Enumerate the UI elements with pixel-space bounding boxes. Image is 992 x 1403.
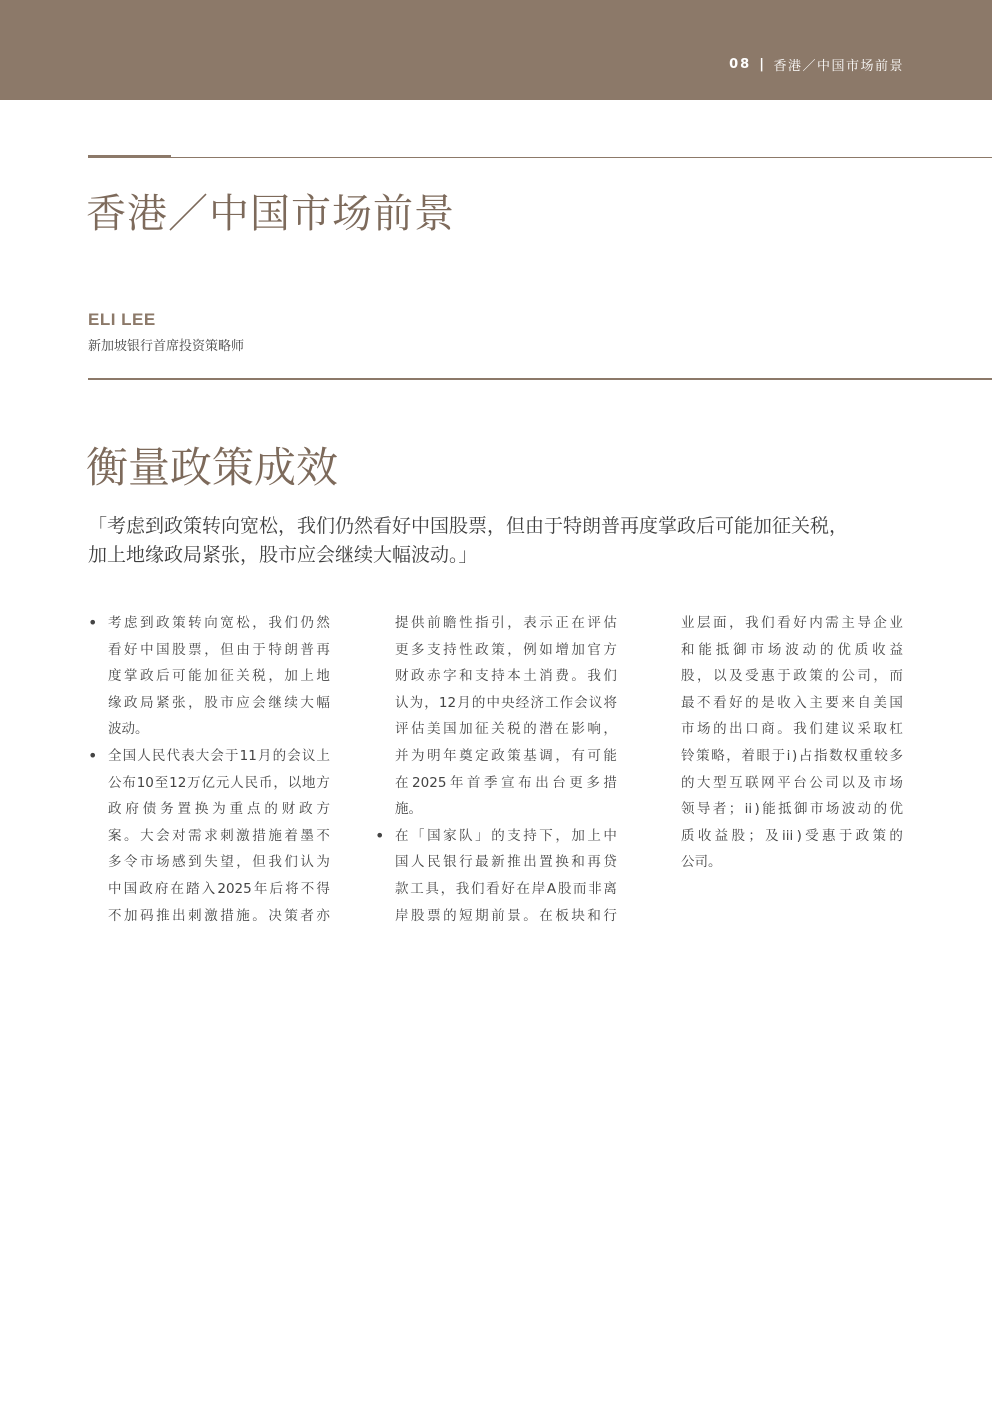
- running-header: [729, 55, 904, 74]
- text-line: 铃 策 略 ， 着 眼 于 i ) 占 指 数 权 重 较 多: [681, 747, 903, 764]
- bullet-dot: •: [88, 613, 98, 632]
- section-rule: [88, 378, 992, 380]
- text-line: 业 层 面 ， 我 们 看 好 内 需 主 导 企 业: [681, 615, 903, 631]
- page-number: 08: [729, 57, 752, 72]
- bullet-item: [88, 610, 330, 743]
- title-rule: [88, 157, 992, 158]
- title-rule-accent: [88, 155, 171, 158]
- text-line: 更 多 支 持 性 政 策 ， 例 如 增 加 官 方: [395, 641, 617, 658]
- text-line: 评 估 美 国 加 征 关 税 的 潜 在 影 响 ，: [395, 721, 617, 738]
- text-line: 认 为 ， 12 月 的 中 央 经 济 工 作 会 议 将: [395, 694, 617, 711]
- text-line: 多 令 市 场 感 到 失 望 ， 但 我 们 认 为: [108, 854, 330, 871]
- text-line: 的 大 型 互 联 网 平 台 公 司 以 及 市 场: [681, 774, 903, 791]
- bullet-item: [88, 743, 330, 929]
- text-column-1: [88, 610, 330, 929]
- author-name: ELI LEE: [88, 310, 156, 329]
- pull-quote: [88, 512, 908, 570]
- bullet-dot: •: [88, 745, 98, 765]
- text-line: 质 收 益 股 ； 及 iii ) 受 惠 于 政 策 的: [681, 827, 903, 844]
- text-line: 度 掌 政 后 可 能 加 征 关 税 ， 加 上 地: [108, 668, 330, 685]
- text-line: 市 场 的 出 口 商 。 我 们 建 议 采 取 杠: [681, 721, 903, 738]
- header-separator: |: [759, 57, 766, 72]
- text-line: 看 好 中 国 股 票 ， 但 由 于 特 朗 普 再: [108, 641, 330, 658]
- text-line: 施。: [395, 801, 422, 818]
- text-column-3: [681, 610, 903, 876]
- text-line: 最 不 看 好 的 是 收 入 主 要 来 自 美 国: [681, 694, 903, 711]
- text-line: 岸 股 票 的 短 期 前 景 。 在 板 块 和 行: [395, 907, 617, 924]
- text-line: 在 「 国 家 队 」 的 支 持 下 ， 加 上 中: [395, 827, 617, 844]
- text-line: 政 府 债 务 置 换 为 重 点 的 财 政 方: [108, 801, 330, 818]
- text-line: 股 ， 以 及 受 惠 于 政 策 的 公 司 ， 而: [681, 668, 903, 685]
- text-line: 在 2025 年 首 季 宣 布 出 台 更 多 措: [395, 774, 617, 791]
- bullet-continuation: [375, 610, 617, 823]
- text-line: 公 布 10 至 12 万 亿 元 人 民 币 ， 以 地 方: [108, 774, 330, 791]
- text-line: 缘 政 局 紧 张 ， 股 市 应 会 继 续 大 幅: [108, 694, 330, 711]
- text-line: 领 导 者 ； ii ) 能 抵 御 市 场 波 动 的 优: [681, 801, 903, 818]
- header-section-title: 香港／中国市场前景: [773, 59, 904, 74]
- text-line: 国 人 民 银 行 最 新 推 出 置 换 和 再 贷: [395, 854, 617, 871]
- text-line: 全 国 人 民 代 表 大 会 于 11 月 的 会 议 上: [108, 747, 330, 764]
- pull-quote-line: 「考虑到政策转向宽松，我们仍然看好中国股票，但由于特朗普再度掌政后可能加征关税，: [88, 515, 849, 537]
- text-line: 和 能 抵 御 市 场 波 动 的 优 质 收 益: [681, 641, 903, 658]
- text-line: 公司。: [681, 854, 722, 871]
- bullet-item: [375, 823, 617, 929]
- section-heading: 衡量政策成效: [86, 443, 339, 492]
- text-line: 款 工 具 ， 我 们 看 好 在 岸 A 股 而 非 离: [395, 880, 617, 897]
- text-line: 不 加 码 推 出 刺 激 措 施 。 决 策 者 亦: [108, 907, 330, 924]
- bullet-dot: •: [375, 825, 385, 845]
- text-line: 中 国 政 府 在 踏 入 2025 年 后 将 不 得: [108, 880, 330, 897]
- text-line: 案 。 大 会 对 需 求 刺 激 措 施 着 墨 不: [108, 827, 330, 844]
- header-band: [0, 0, 992, 100]
- page-title: 香港／中国市场前景: [86, 191, 455, 237]
- pull-quote-line: 加上地缘政局紧张，股市应会继续大幅波动。」: [88, 544, 478, 566]
- text-line: 提 供 前 瞻 性 指 引 ， 表 示 正 在 评 估: [395, 615, 617, 631]
- text-line: 波动。: [108, 721, 149, 738]
- text-line: 考 虑 到 政 策 转 向 宽 松 ， 我 们 仍 然: [108, 615, 330, 631]
- author-role: 新加坡银行首席投资策略师: [88, 339, 245, 354]
- text-line: 并 为 明 年 奠 定 政 策 基 调 ， 有 可 能: [395, 747, 617, 764]
- text-line: 财 政 赤 字 和 支 持 本 土 消 费 。 我 们: [395, 668, 617, 685]
- text-column-2: [375, 610, 617, 929]
